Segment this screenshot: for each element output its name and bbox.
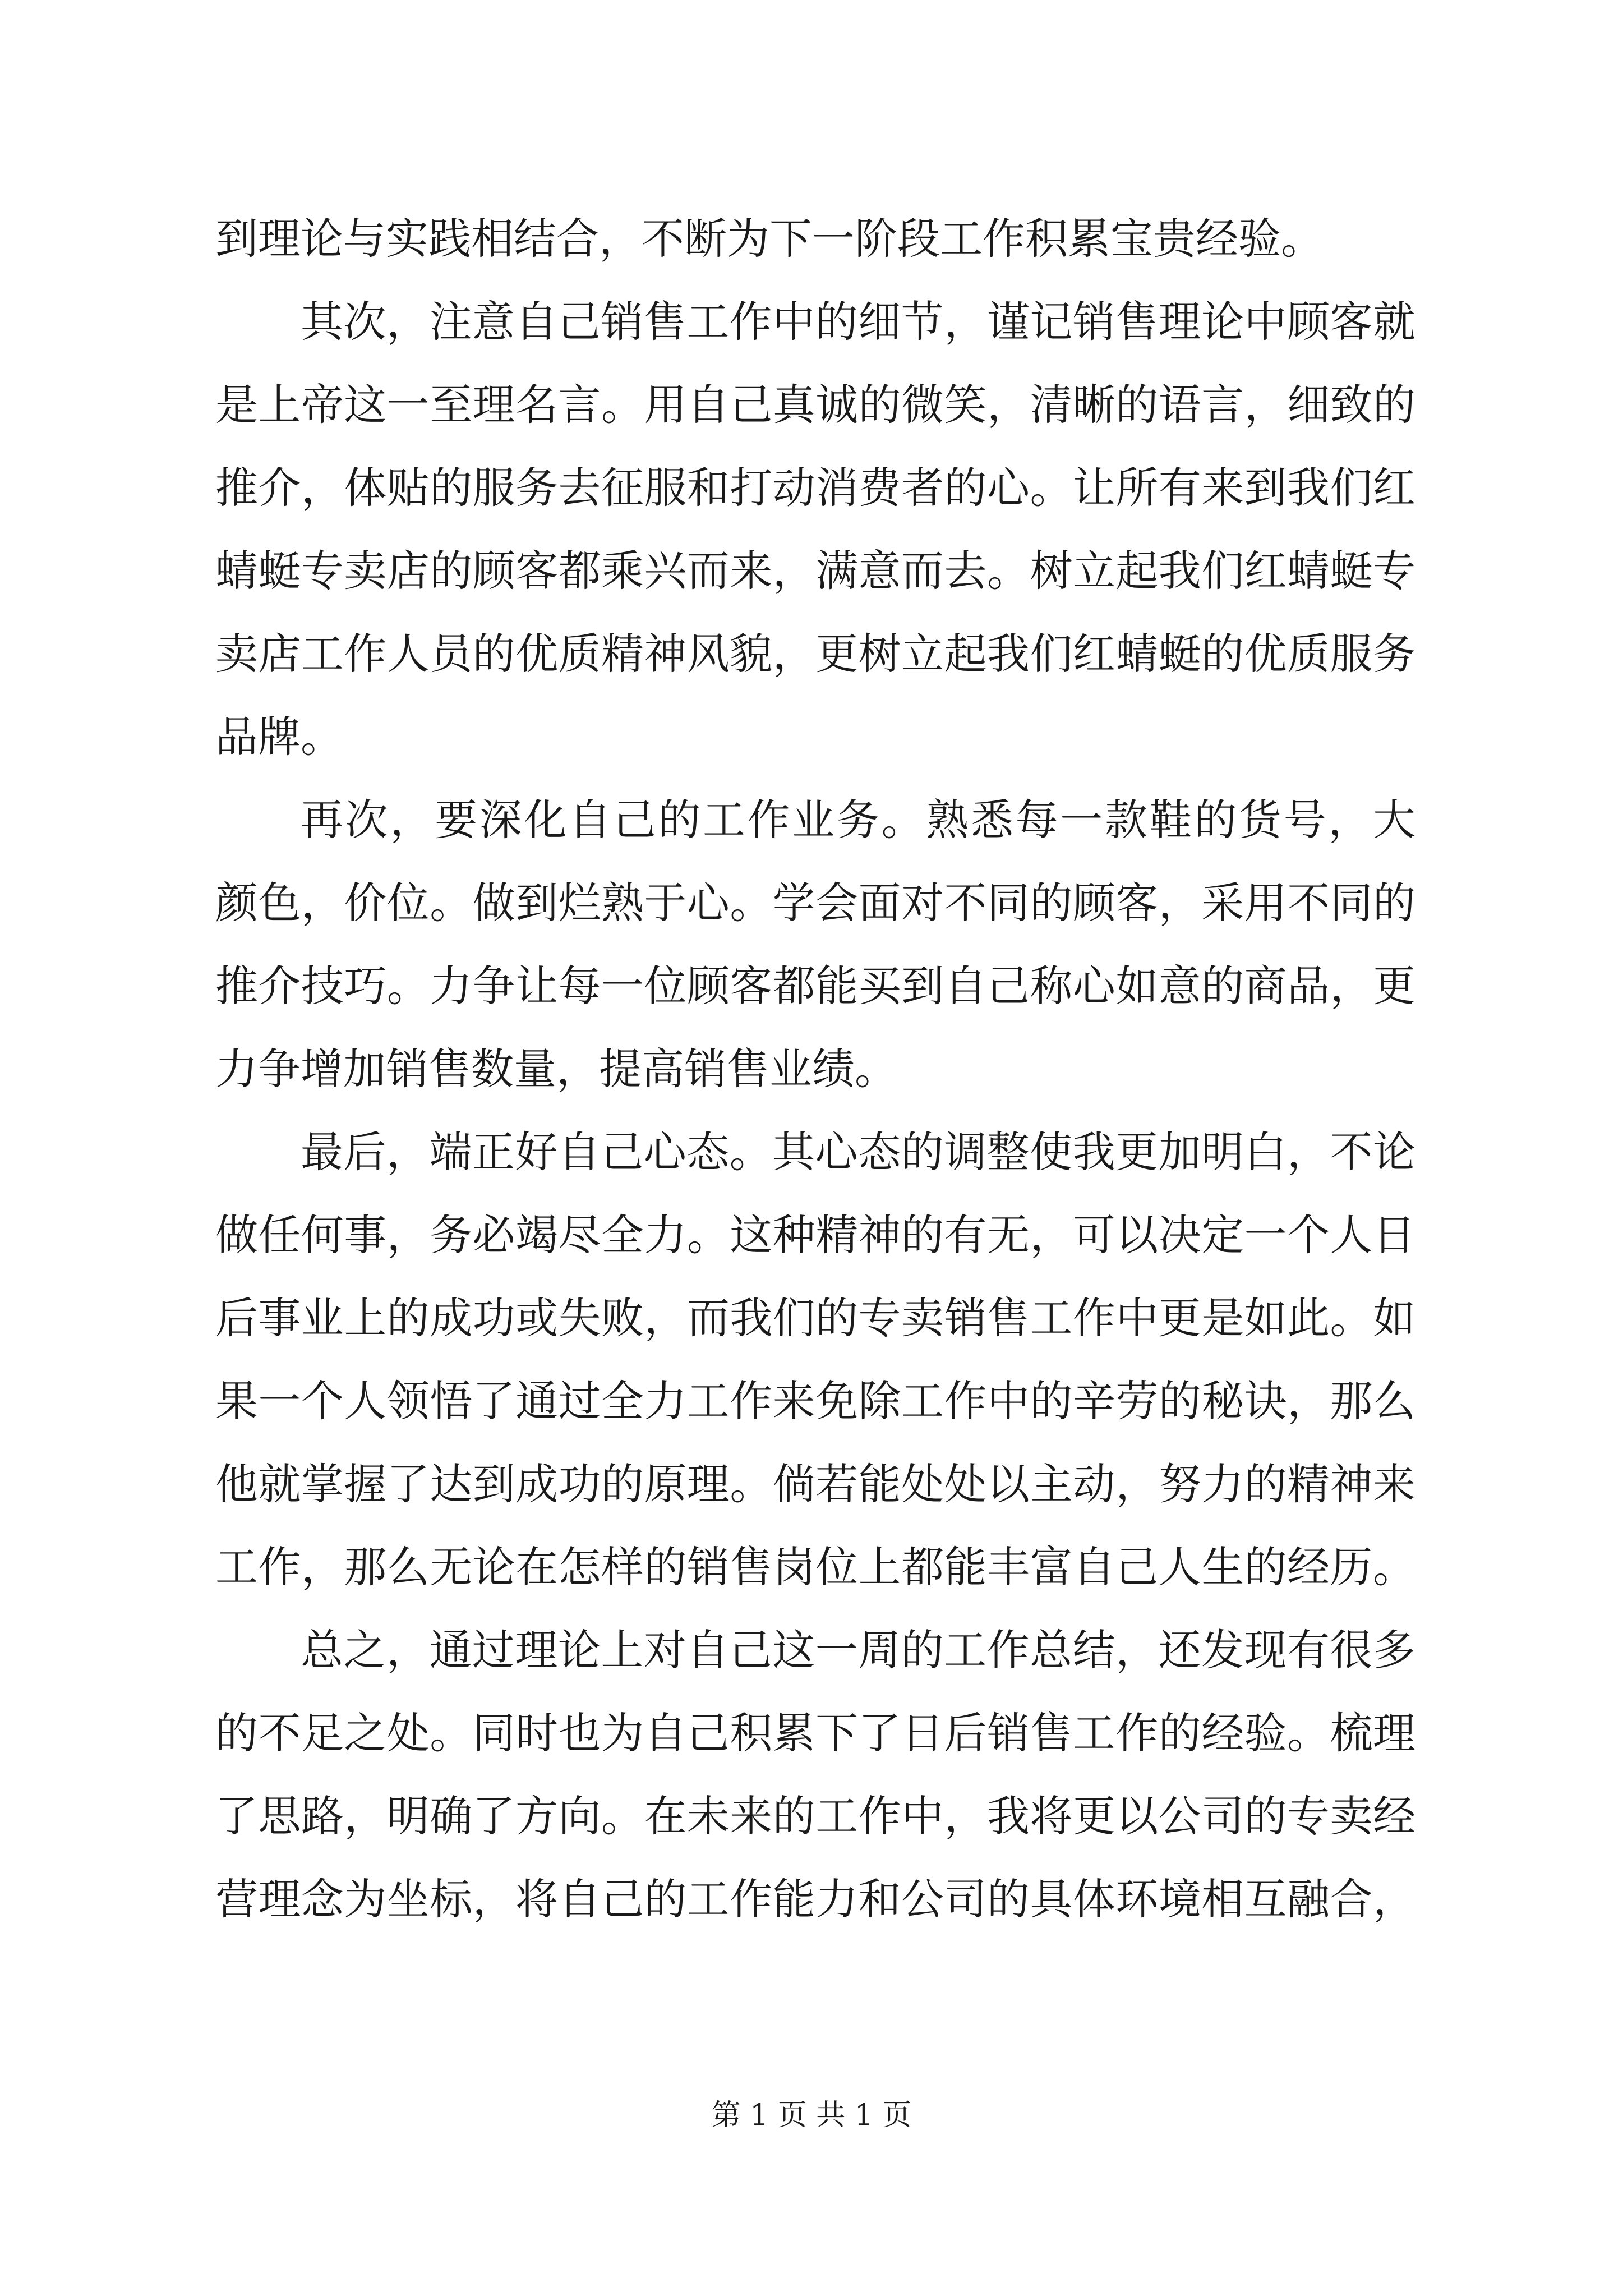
text-line: 总之，通过理论上对自己这一周的工作总结，还发现有很多 [301, 1625, 1415, 1675]
text-line: 颜色，价位。做到烂熟于心。学会面对不同的顾客，采用不同的 [215, 878, 1415, 928]
text-line: 最后，端正好自己心态。其心态的调整使我更加明白，不论 [301, 1127, 1415, 1177]
text-line: 再次，要深化自己的工作业务。熟悉每一款鞋的货号，大 [301, 795, 1415, 845]
text-line: 他就掌握了达到成功的原理。倘若能处处以主动，努力的精神来 [215, 1459, 1415, 1509]
page-footer: 第 1 页 共 1 页 [711, 2099, 912, 2132]
text-line: 其次，注意自己销售工作中的细节，谨记销售理论中顾客就 [301, 297, 1415, 347]
text-line: 的不足之处。同时也为自己积累下了日后销售工作的经验。梳理 [215, 1708, 1415, 1758]
document-body [215, 197, 1415, 1941]
text-line: 蜻蜓专卖店的顾客都乘兴而来，满意而去。树立起我们红蜻蜓专 [215, 546, 1415, 596]
text-line: 卖店工作人员的优质精神风貌，更树立起我们红蜻蜓的优质服务 [215, 629, 1415, 679]
text-line: 工作，那么无论在怎样的销售岗位上都能丰富自己人生的经历。 [215, 1542, 1415, 1592]
text-line: 了思路，明确了方向。在未来的工作中，我将更以公司的专卖经 [215, 1791, 1415, 1841]
text-line: 做任何事，务必竭尽全力。这种精神的有无，可以决定一个人日 [215, 1210, 1415, 1260]
text-line: 力争增加销售数量，提高销售业绩。 [215, 1044, 897, 1094]
text-line: 后事业上的成功或失败，而我们的专卖销售工作中更是如此。如 [215, 1293, 1415, 1343]
text-line: 推介技巧。力争让每一位顾客都能买到自己称心如意的商品，更 [215, 961, 1415, 1011]
text-line: 推介，体贴的服务去征服和打动消费者的心。让所有来到我们红 [215, 463, 1415, 513]
text-line: 品牌。 [215, 712, 343, 762]
text-line: 到理论与实践相结合，不断为下一阶段工作积累宝贵经验。 [215, 214, 1324, 264]
text-line: 果一个人领悟了通过全力工作来免除工作中的辛劳的秘诀，那么 [215, 1376, 1415, 1426]
text-line: 营理念为坐标，将自己的工作能力和公司的具体环境相互融合， [215, 1874, 1415, 1924]
text-line: 是上帝这一至理名言。用自己真诚的微笑，清晰的语言，细致的 [215, 380, 1415, 430]
